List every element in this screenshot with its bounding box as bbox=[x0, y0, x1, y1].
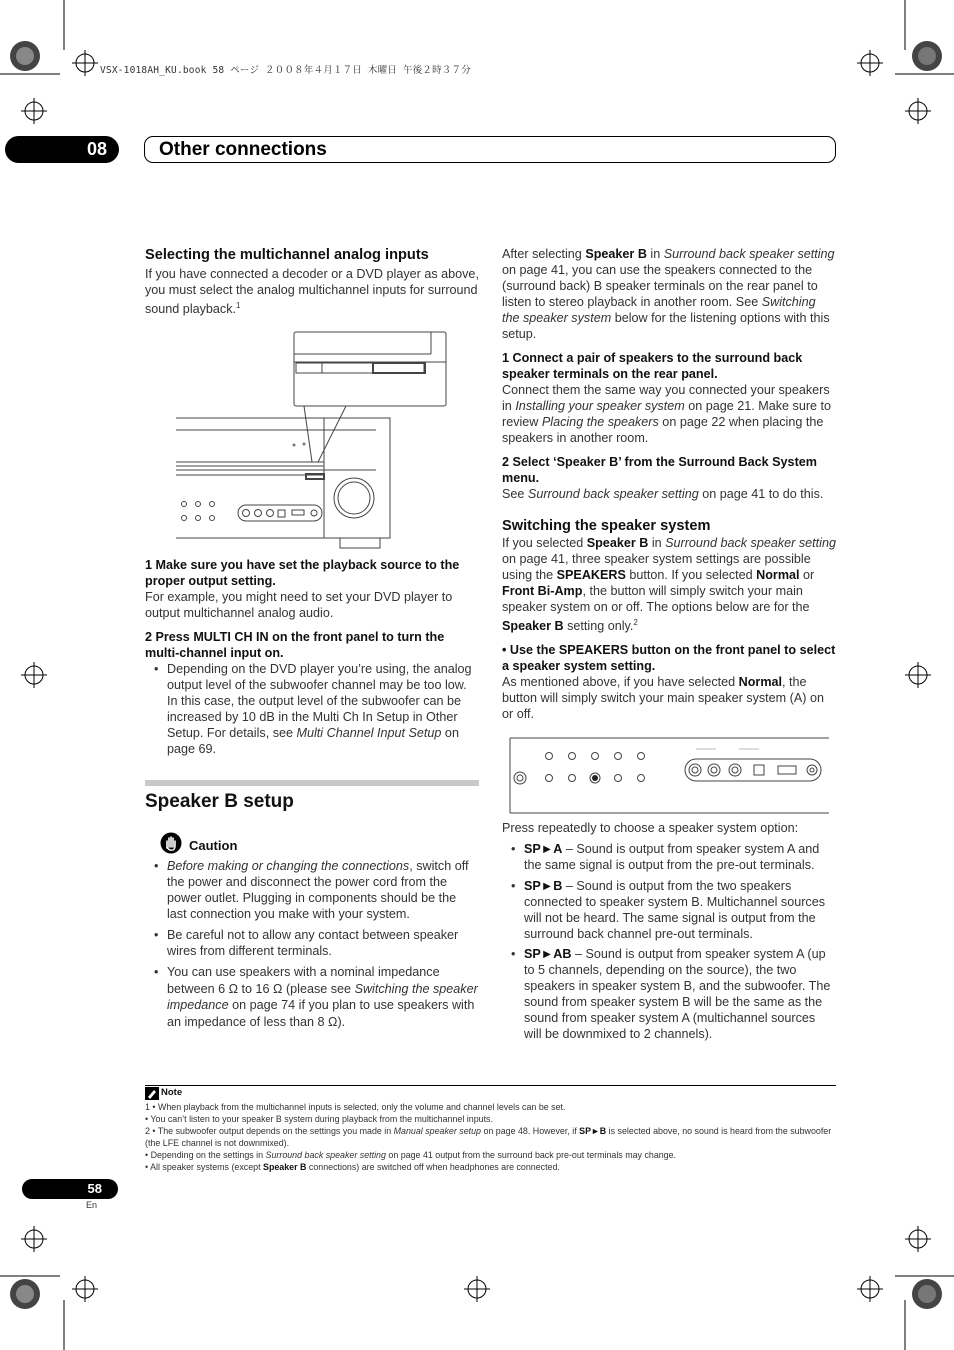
step-speakers-title: • Use the SPEAKERS button on the front panel to select a speaker system setting. bbox=[502, 643, 836, 674]
section-title-speaker-b: Speaker B setup bbox=[145, 791, 294, 812]
step-2-bullets bbox=[145, 661, 479, 757]
left-column bbox=[145, 246, 479, 317]
section-divider bbox=[145, 780, 479, 786]
book-file-info: VSX-1018AH_KU.book 58 ページ ２００８年４月１７日 木曜日 午後２時３７分 bbox=[100, 65, 471, 76]
switching-intro: If you selected Speaker B in Surround back speaker setting on page 41, three speaker system settings are possible using the SPEAKERS button. If you selected Normal or Front Bi-Amp, the button will simply switch your main speaker system on or off. The options below are for the Speaker B setting only.$^2$ bbox=[502, 536, 836, 634]
step-1-title: 1 Make sure you have set the playback source to the proper output setting. bbox=[145, 558, 460, 588]
list-item: • SP►A – Sound is output from speaker system A and the same signal is output from the pre-out terminals. bbox=[502, 841, 836, 873]
front-panel-detail-illustration bbox=[509, 737, 831, 814]
step-speakers-body: As mentioned above, if you have selected Normal, the button will simply switch your main speaker system (A) on or off. bbox=[502, 675, 824, 722]
note-label: Note bbox=[161, 1087, 183, 1098]
step-2-title: 2 Press MULTI CH IN on the front panel to turn the multi-channel input on. bbox=[145, 630, 445, 660]
note-line: 2 • The subwoofer output depends on the settings you made in Manual speaker setup on page 48. However, if SP►B is selected above, no sound is heard from the subwoofer (the LFE channel is not downmixed). bbox=[145, 1126, 832, 1148]
step-connect-body: Connect them the same way you connected your speakers in Installing your speaker system on page 21. Make sure to review Placing the speakers on page 22 when placing the speakers in another room. bbox=[502, 383, 832, 445]
note-line: • All speaker systems (except Speaker B connections) are switched off when headphones are connected. bbox=[145, 1162, 560, 1172]
caution-list bbox=[145, 858, 479, 1030]
speaker-options bbox=[502, 820, 836, 1042]
press-repeatedly-text: Press repeatedly to choose a speaker system option: bbox=[502, 821, 799, 835]
list-item: • SP►AB – Sound is output from speaker system A (up to 5 channels, depending on the source), the two speakers in speaker system B, and the subwoofer. The sound from speaker system B will be the same as the sound from speaker system A (multichannel sources will be downmixed to 2 channels). bbox=[502, 946, 836, 1042]
chapter-title: Other connections bbox=[144, 136, 836, 163]
receiver-front-panel-illustration bbox=[176, 330, 448, 552]
language-code: En bbox=[86, 1200, 98, 1210]
list-item: • Before making or changing the connections, switch off the power and disconnect the power cord from the power outlet. Plugging in components should be the last connection you make with your system. bbox=[145, 858, 479, 922]
list-item: • Depending on the DVD player you’re using, the analog output level of the subwoofer channel may be too low. In this case, the output level of the subwoofer can be increased by 10 dB in the Multi Ch In Setup in Other Setup. For details, see Multi Channel Input Setup on page 69. bbox=[145, 661, 479, 757]
note-line: • Depending on the settings in Surround back speaker setting on page 41 output from the surround back pre-out terminals may change. bbox=[145, 1150, 677, 1160]
footnote-ref-2: 2 bbox=[633, 618, 638, 627]
page-number: 58 bbox=[22, 1179, 118, 1199]
list-item: • SP►B – Sound is output from the two speakers connected to speaker system B. Multichannel sources will not be heard. The same signal is output from the surround back channel pre-out terminals. bbox=[502, 878, 836, 942]
footnote-ref-1: 1 bbox=[236, 301, 241, 310]
speaker-b-setup-section bbox=[145, 790, 479, 1030]
note-line: • You can’t listen to your speaker B system during playback from the multichannel inputs. bbox=[145, 1114, 493, 1124]
section-title-multichannel: Selecting the multichannel analog inputs bbox=[145, 247, 429, 263]
caution-label: Caution bbox=[189, 838, 238, 853]
notes-body bbox=[145, 1101, 840, 1173]
step-select-body: See Surround back speaker setting on page 41 to do this. bbox=[502, 487, 824, 501]
section-title-switching: Switching the speaker system bbox=[502, 518, 711, 534]
caution-heading bbox=[145, 832, 479, 856]
notes-divider bbox=[145, 1085, 836, 1086]
speaker-b-intro: After selecting Speaker B in Surround back speaker setting on page 41, you can use the speakers connected to the (surround back) B speaker terminals on the rear panel to listen to stereo playback in another room. See Switching the speaker system below for the listening options with this setup. bbox=[502, 247, 835, 341]
step-select-title: 2 Select ‘Speaker B’ from the Surround Back System menu. bbox=[502, 455, 817, 485]
caution-hand-icon bbox=[160, 832, 182, 854]
list-item: • You can use speakers with a nominal impedance between 6 Ω to 16 Ω (please see Switching the speaker impedance on page 74 if you plan to use speakers with an impedance of less than 8 Ω). bbox=[145, 964, 479, 1030]
right-column bbox=[502, 246, 836, 722]
list-item: • Be careful not to allow any contact between speaker wires from different terminals. bbox=[145, 927, 479, 959]
step-connect-title: 1 Connect a pair of speakers to the surround back speaker terminals on the rear panel. bbox=[502, 351, 803, 381]
chapter-number: 08 bbox=[5, 136, 119, 163]
left-column-steps bbox=[145, 557, 479, 757]
step-1-body: For example, you might need to set your DVD player to output multichannel analog audio. bbox=[145, 590, 453, 620]
note-line: 1 • When playback from the multichannel inputs is selected, only the volume and channel levels can be set. bbox=[145, 1102, 566, 1112]
speaker-options-list bbox=[502, 841, 836, 1042]
note-pencil-icon bbox=[145, 1087, 159, 1100]
multichannel-intro: If you have connected a decoder or a DVD player as above, you must select the analog multichannel inputs for surround sound playback.$^1$ bbox=[145, 267, 479, 317]
